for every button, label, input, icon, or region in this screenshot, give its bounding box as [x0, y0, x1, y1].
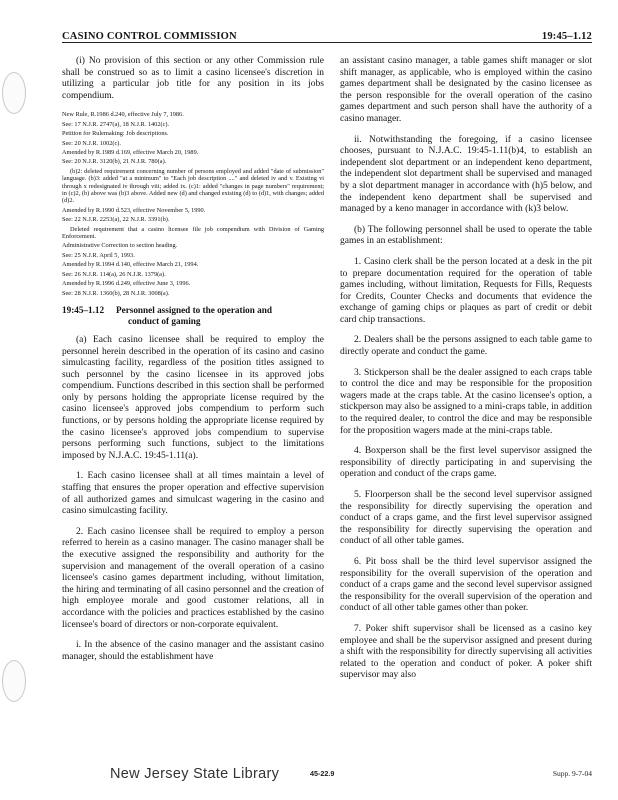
history-note: See: 17 N.J.R. 2747(a), 18 N.J.R. 1402(c).	[62, 120, 170, 128]
history-note: Administrative Correction to section heading.	[62, 242, 178, 250]
history-note: Amended by R.1989 d.169, effective March 20, 1989.	[62, 149, 199, 156]
page-header	[62, 26, 592, 43]
history-note: Petition for Rulemaking: Job descriptions.	[62, 130, 169, 138]
section-heading	[62, 305, 324, 327]
header-title: CASINO CONTROL COMMISSION	[62, 31, 237, 42]
page-number: 45-22.9	[310, 769, 335, 778]
header-section-number: 19:45–1.12	[541, 31, 592, 42]
left-column	[62, 56, 324, 672]
paragraph-a-2-i: i. In the absence of the casino manager and the assistant casino manager, should the establishment have	[62, 640, 324, 662]
paragraph-a-2: 2. Each casino licensee shall be required to employ a person referred to herein as a casino manager. The casino manager shall be the executive assigned the responsibility and authority for the supervision and management of the overall operation of a casino licensee's casino games department including, without limitation, the hiring and terminating of all casino personnel and the creation of high employee morale and good customer relations, all in accordance with the policies and practices established by the casino licensee's board of directors or non-corporate equivalent.	[62, 526, 324, 630]
paragraph-a-1: 1. Each casino licensee shall at all times maintain a level of staffing that ensures the proper operation and effective supervision of all authorized games and simulcast wagering in the casino and casino simulcasting facility.	[62, 471, 324, 517]
page-footer	[62, 758, 592, 782]
paragraph-a-2-ii: ii. Notwithstanding the foregoing, if a casino licensee chooses, pursuant to N.J.A.C. 19:45-1.11(b)4, to establish an independent slot department or an independent keno department, the independent slot department shall be supervised and managed by a slot department manager in accordance with (h)5 below, and the independent keno department shall be supervised and managed by a keno manager in accordance with (k)3 below.	[340, 134, 592, 215]
binder-hole-bottom	[2, 660, 26, 702]
history-notes	[62, 111, 324, 297]
paragraph-b-7: 7. Poker shift supervisor shall be licensed as a casino key employee and shall be the supervisor assigned and present during a shift with the responsibility for directly supervising all activities related to the operation and conduct of poker. A poker shift supervisor may also	[340, 623, 592, 681]
paragraph-b-2: 2. Dealers shall be the persons assigned to each table game to directly operate and conduct the game.	[340, 335, 592, 358]
history-note: See: 25 N.J.R. April 5, 1993.	[62, 251, 135, 259]
section-title-line-1: Personnel assigned to the operation and	[116, 304, 272, 315]
history-note: See: 22 N.J.R. 2253(a), 22 N.J.R. 3391(b).	[62, 216, 170, 224]
paragraph-b-6: 6. Pit boss shall be the third level supervisor assigned the responsibility for the overall supervision of the operation and conduct of a craps game and the second level supervisor assigned the responsibility for the overall supervision of the operation and conduct of all other table games other than poker.	[340, 556, 592, 614]
history-note: See: 28 N.J.R. 1360(b), 28 N.J.R. 3008(a).	[62, 289, 170, 297]
library-stamp: New Jersey State Library	[110, 766, 280, 782]
paragraph-b-5: 5. Floorperson shall be the second level supervisor assigned the responsibility for directly supervising the operation and conduct of a craps game, and the first level supervisor assigned the responsibility for directly supervising the operation and conduct of all other table games.	[340, 490, 592, 547]
history-note: Deleted requirement that a casino licensee file job compendium with Division of Gaming Enforcement.	[62, 225, 324, 241]
paragraph-i: (i) No provision of this section or any other Commission rule shall be construed so as to limit a casino licensee's discretion in utilizing a particular job title for any position in its jobs compendium.	[62, 56, 324, 101]
binder-holes	[2, 0, 32, 800]
history-note: New Rule, R.1986 d.240, effective July 7, 1986.	[62, 111, 184, 119]
history-note: (b)2: deleted requirement concerning number of persons employed and added "date of submission" language. (b)3: added "at a minimum" to "Each job description ...." and deleted iv and v. Existing vi through x redesignated iv through viii; added ix. (c)1: added "changes in page numbers" requirement; in (c)2, (b) above was (b)3 above. Added new (d) and changed existing (d) to (d)1, with changes; added (d)2.	[62, 167, 324, 205]
history-note: See: 20 N.J.R. 3120(b), 21 N.J.R. 780(a).	[62, 158, 167, 166]
supplement-date: Supp. 9-7-04	[552, 769, 592, 778]
section-number: 19:45–1.12	[62, 304, 105, 315]
paragraph-continuation: an assistant casino manager, a table games shift manager or slot shift manager, as applicable, who is employed within the casino games department shall be designated by the casino licensee as the person responsible for the overall operation of the casino games department and such person shall have the authority of a casino manager.	[340, 56, 592, 124]
binder-hole-top	[2, 72, 26, 114]
section-title-line-2: conduct of gaming	[128, 315, 201, 326]
right-column	[340, 56, 592, 691]
paragraph-b-3: 3. Stickperson shall be the dealer assigned to each craps table to control the dice and may be responsible for the proposition wagers made at the craps table. At the casino licensee's option, a stickperson may also be assigned to a mini-craps table, in addition to the required dealer, to control the dice and may be responsible for the proposition wagers made at the mini-craps table.	[340, 367, 592, 436]
history-note: Amended by R.1996 d.249, effective June 3, 1996.	[62, 280, 191, 288]
history-note: See: 20 N.J.R. 1002(c).	[62, 139, 121, 147]
paragraph-b-4: 4. Boxperson shall be the first level supervisor assigned the responsibility of directly participating in and supervising the operation and conduct of the craps game.	[340, 446, 592, 480]
history-note: See: 26 N.J.R. 114(a), 26 N.J.R. 1379(a).	[62, 270, 166, 278]
paragraph-a: (a) Each casino licensee shall be required to employ the personnel herein described in the operation of its casino and casino simulcasting facility, regardless of the position titles assigned to such personnel by the casino licensee in its approved jobs compendium. Functions described in this section shall be performed only by persons holding the appropriate license required by the casino licensee's approved jobs compendium to perform such functions, or by persons holding the appropriate license required by the casino licensee's approved jobs compendium to supervise persons performing such functions, subject to the limitations imposed by N.J.A.C. 19:45-1.11(a).	[62, 334, 324, 461]
history-note: Amended by R.1994 d.140, effective March 21, 1994.	[62, 261, 199, 269]
paragraph-b: (b) The following personnel shall be used to operate the table games in an establishment:	[340, 224, 592, 247]
paragraph-b-1: 1. Casino clerk shall be the person located at a desk in the pit to prepare documentation required for the operation of table games including, without limitation, Requests for Fills, Requests for Credits, Counter Checks and documents that evidence the exchange of gaming chips or plaques as part of credit or debit card chip transactions.	[340, 256, 592, 325]
history-note: Amended by R.1990 d.523, effective November 5, 1990.	[62, 206, 206, 214]
